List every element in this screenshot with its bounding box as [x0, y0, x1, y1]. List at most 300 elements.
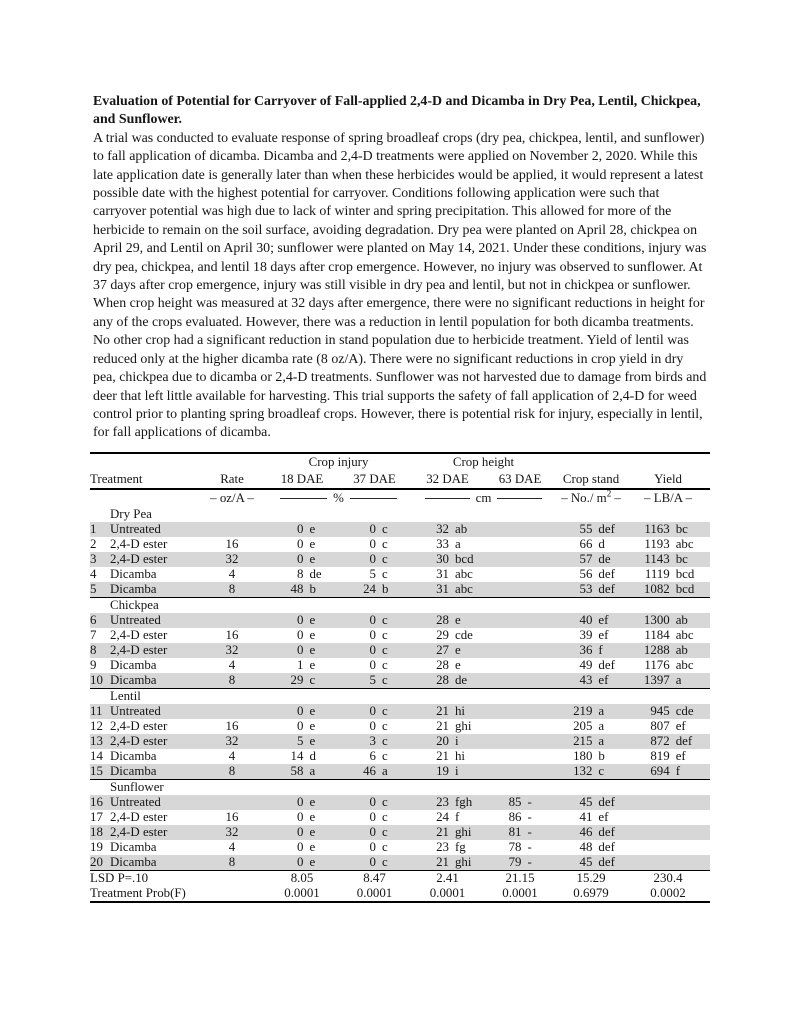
- column-header-injury-37dae: 37 DAE: [338, 471, 411, 489]
- cell-stand: [556, 673, 626, 689]
- value-letters: e: [309, 551, 316, 566]
- cell-value: [266, 552, 338, 567]
- footer-value: 0.0001: [356, 885, 393, 900]
- value-number: 45: [579, 854, 593, 869]
- cell-injury-37: [338, 764, 411, 780]
- unit-dash-line: [425, 498, 470, 499]
- value-number: 85: [508, 794, 522, 809]
- unit-height: [411, 489, 556, 507]
- cell-injury-18: [266, 673, 338, 689]
- cell-value: [556, 643, 626, 658]
- value-letters: ef: [675, 718, 686, 733]
- value-number: 5: [369, 566, 376, 581]
- unit-dash-line: [280, 498, 327, 499]
- value-letters: e: [309, 521, 316, 536]
- cell-row-num: [90, 507, 110, 522]
- cell-value: [626, 719, 710, 734]
- cell-value: [266, 840, 338, 855]
- cell-yield: [626, 855, 710, 871]
- value-letters: def: [598, 854, 615, 869]
- cell-rate: [198, 613, 266, 628]
- section-name: Lentil: [110, 688, 710, 704]
- cell-row-num: 9: [90, 657, 97, 672]
- unit-injury-label: %: [333, 490, 344, 505]
- value-letters: ef: [675, 748, 686, 763]
- cell-value: [626, 567, 710, 582]
- value-number: 56: [579, 566, 593, 581]
- value-number: 43: [579, 672, 593, 687]
- cell-stand: [556, 643, 626, 658]
- value-letters: cde: [454, 627, 473, 642]
- unit-crop-stand: [556, 489, 626, 507]
- value-number: 86: [508, 809, 522, 824]
- cell-yield: [626, 567, 710, 582]
- cell-value: [411, 567, 484, 582]
- cell-injury-18: [266, 764, 338, 780]
- footer-value: 0.0001: [502, 885, 538, 900]
- value-letters: c: [381, 536, 388, 551]
- column-header-height-32dae: 32 DAE: [411, 471, 484, 489]
- unit-yield: – LB/A –: [644, 490, 693, 505]
- cell-rate: 4: [228, 839, 236, 854]
- cell-value: [266, 673, 338, 688]
- value-number: 0: [296, 718, 304, 733]
- cell-value: [338, 855, 411, 870]
- lsd-row: [90, 870, 710, 886]
- value-number: 0: [296, 627, 304, 642]
- value-number: 21: [436, 824, 449, 839]
- value-letters: ab: [675, 612, 688, 627]
- value-number: 1082: [643, 581, 670, 596]
- cell-height-32: [411, 628, 484, 643]
- value-number: 57: [579, 551, 593, 566]
- value-letters: d: [309, 748, 316, 763]
- table-row: [90, 567, 710, 582]
- cell-yield: [626, 825, 710, 840]
- value-letters: abc: [675, 536, 694, 551]
- cell-height-63: [484, 537, 556, 552]
- cell-value: [338, 582, 411, 597]
- value-letters: -: [527, 854, 532, 869]
- cell-stand: [556, 810, 626, 825]
- cell-stand: [556, 825, 626, 840]
- cell-injury-18: [266, 704, 338, 719]
- cell-value: [556, 719, 626, 734]
- cell-height-32: [411, 825, 484, 840]
- cell-row-num: 5: [90, 581, 97, 596]
- cell-value: [411, 764, 484, 779]
- cell-injury-18: [266, 582, 338, 598]
- value-letters: e: [309, 612, 316, 627]
- cell-injury-18: [266, 522, 338, 537]
- value-letters: a: [675, 672, 682, 687]
- cell-value: [266, 613, 338, 628]
- value-number: 39: [579, 627, 593, 642]
- value-letters: i: [454, 763, 459, 778]
- value-letters: c: [598, 763, 605, 778]
- cell-height-32: [411, 582, 484, 598]
- value-number: 0: [369, 521, 376, 536]
- cell-treatment: Dicamba: [110, 657, 157, 672]
- value-letters: a: [598, 718, 605, 733]
- cell-treatment: Untreated: [110, 703, 161, 718]
- cell-value: [338, 643, 411, 658]
- cell-treatment: Dicamba: [110, 581, 157, 596]
- cell-height-32: [411, 810, 484, 825]
- cell-value: [411, 628, 484, 643]
- cell-treatment: Untreated: [110, 521, 161, 536]
- value-letters: bcd: [675, 566, 695, 581]
- table-row: [90, 734, 710, 749]
- cell-value: [338, 537, 411, 552]
- value-number: 1397: [643, 672, 670, 687]
- cell-yield: [626, 840, 710, 855]
- cell-value: [556, 795, 626, 810]
- cell-treatment: Dicamba: [110, 566, 157, 581]
- cell-stand: [556, 582, 626, 598]
- report-title: Evaluation of Potential for Carryover of Fall-applied 2,4-D and Dicamba in Dry Pea, Lentil, Chickpea, and Sunflower.: [93, 94, 701, 128]
- cell-row-num: 2: [90, 536, 97, 551]
- cell-rate: 32: [225, 642, 239, 657]
- cell-injury-37: [338, 643, 411, 658]
- cell-rate: 4: [228, 748, 236, 763]
- value-number: 0: [296, 612, 304, 627]
- cell-yield: [626, 522, 710, 537]
- cell-value: [338, 719, 411, 734]
- cell-stand: [556, 704, 626, 719]
- value-letters: cde: [675, 703, 694, 718]
- footer-value: 15.29: [556, 870, 626, 886]
- value-number: 132: [573, 763, 593, 778]
- value-letters: c: [381, 657, 388, 672]
- value-number: 24: [436, 809, 449, 824]
- value-number: 1288: [643, 642, 670, 657]
- value-letters: def: [675, 733, 693, 748]
- value-number: 79: [508, 854, 522, 869]
- value-number: 1193: [644, 536, 670, 551]
- cell-value: [266, 582, 338, 597]
- cell-row-num: [90, 597, 110, 613]
- cell-value: [556, 855, 626, 870]
- value-letters: f: [675, 763, 680, 778]
- value-number: 21: [436, 854, 449, 869]
- cell-stand: [556, 658, 626, 673]
- cell-height-63: [484, 810, 556, 825]
- cell-yield: [626, 704, 710, 719]
- value-letters: ef: [598, 809, 609, 824]
- unit-injury: [266, 489, 411, 507]
- cell-value: [266, 658, 338, 673]
- cell-value: [266, 749, 338, 764]
- cell-value: [338, 522, 411, 537]
- cell-treatment: Dicamba: [110, 748, 157, 763]
- cell-row-num: 15: [90, 763, 103, 778]
- cell-value: [266, 643, 338, 658]
- cell-stand: [556, 749, 626, 764]
- cell-yield: [626, 628, 710, 643]
- cell-height-63: [484, 764, 556, 780]
- value-letters: e: [309, 657, 316, 672]
- value-letters: c: [381, 703, 388, 718]
- value-number: 1300: [643, 612, 670, 627]
- value-number: 81: [508, 824, 522, 839]
- value-number: 40: [579, 612, 593, 627]
- value-letters: -: [527, 839, 532, 854]
- value-letters: b: [381, 581, 389, 596]
- cell-injury-37: [338, 810, 411, 825]
- value-number: 0: [296, 642, 304, 657]
- value-letters: e: [309, 824, 316, 839]
- cell-stand: [556, 855, 626, 871]
- cell-height-32: [411, 673, 484, 689]
- cell-value: [411, 749, 484, 764]
- table-row: [90, 658, 710, 673]
- cell-value: [266, 825, 338, 840]
- cell-value: [626, 552, 710, 567]
- cell-value: [556, 764, 626, 779]
- value-number: 1119: [644, 566, 670, 581]
- cell-rate: 8: [228, 581, 236, 596]
- cell-value: [556, 840, 626, 855]
- value-letters: b: [598, 748, 605, 763]
- value-letters: def: [598, 521, 615, 536]
- value-number: 27: [436, 642, 449, 657]
- cell-value: [266, 704, 338, 719]
- cell-injury-37: [338, 658, 411, 673]
- cell-height-32: [411, 795, 484, 810]
- value-letters: def: [598, 794, 615, 809]
- value-letters: c: [381, 854, 388, 869]
- cell-value: [338, 764, 411, 779]
- cell-value: [266, 764, 338, 779]
- cell-value: [556, 537, 626, 552]
- value-number: 45: [579, 794, 593, 809]
- cell-yield: [626, 537, 710, 552]
- value-letters: ghi: [454, 718, 472, 733]
- table-row: [90, 628, 710, 643]
- cell-value: [411, 582, 484, 597]
- cell-value: [338, 734, 411, 749]
- value-letters: e: [309, 642, 316, 657]
- cell-injury-37: [338, 840, 411, 855]
- cell-height-63: [484, 749, 556, 764]
- cell-value: [626, 658, 710, 673]
- footer-value: 8.05: [266, 870, 338, 886]
- cell-rate: 16: [225, 809, 239, 824]
- cell-value: [484, 825, 556, 840]
- cell-value: [556, 628, 626, 643]
- value-number: 8: [296, 566, 304, 581]
- cell-row-num: 19: [90, 839, 103, 854]
- value-letters: e: [309, 854, 316, 869]
- value-number: 29: [290, 672, 304, 687]
- value-letters: -: [527, 794, 532, 809]
- table-row: [90, 537, 710, 552]
- cell-stand: [556, 734, 626, 749]
- column-header-injury-18dae: 18 DAE: [266, 471, 338, 489]
- cell-yield: [626, 719, 710, 734]
- value-letters: b: [309, 581, 316, 596]
- cell-stand: [556, 552, 626, 567]
- value-number: 0: [296, 703, 304, 718]
- table-body: [90, 507, 710, 902]
- value-letters: abc: [454, 566, 473, 581]
- cell-value: [411, 673, 484, 688]
- value-letters: c: [381, 521, 388, 536]
- cell-height-63: [484, 613, 556, 628]
- table-row: [90, 749, 710, 764]
- value-letters: a: [598, 703, 605, 718]
- cell-rate: 8: [228, 672, 236, 687]
- cell-rate: 16: [225, 627, 239, 642]
- cell-value: [338, 613, 411, 628]
- value-letters: c: [381, 551, 388, 566]
- cell-treatment: Dicamba: [110, 672, 157, 687]
- table-group-header-row: [90, 453, 710, 471]
- value-number: 0: [369, 612, 376, 627]
- unit-dash-line: [497, 498, 542, 499]
- cell-value: [411, 658, 484, 673]
- units-spacer: [90, 489, 198, 507]
- cell-value: [556, 582, 626, 597]
- cell-value: [556, 749, 626, 764]
- document-content: [90, 93, 710, 903]
- value-number: 807: [650, 718, 670, 733]
- cell-injury-18: [266, 749, 338, 764]
- section-name: Sunflower: [110, 779, 710, 795]
- cell-injury-18: [266, 719, 338, 734]
- cell-value: [411, 734, 484, 749]
- table-row: [90, 673, 710, 689]
- value-number: 23: [436, 839, 449, 854]
- column-header-treatment: Treatment: [90, 471, 198, 489]
- cell-stand: [556, 613, 626, 628]
- cell-value: [626, 582, 710, 597]
- cell-height-63: [484, 552, 556, 567]
- cell-treatment: 2,4-D ester: [110, 824, 168, 839]
- value-letters: abc: [675, 627, 694, 642]
- cell-value: [626, 764, 710, 779]
- group-header-spacer: [626, 453, 710, 471]
- cell-yield: [626, 582, 710, 598]
- cell-value: [626, 704, 710, 719]
- section-header-row: [90, 688, 710, 704]
- value-number: 31: [436, 581, 449, 596]
- cell-rate: 8: [228, 763, 236, 778]
- value-number: 0: [369, 627, 376, 642]
- cell-injury-18: [266, 734, 338, 749]
- value-letters: c: [381, 809, 388, 824]
- cell-rate: 32: [225, 551, 239, 566]
- cell-yield: [626, 673, 710, 689]
- cell-value: [338, 825, 411, 840]
- cell-value: [556, 673, 626, 688]
- value-letters: abc: [675, 657, 694, 672]
- cell-height-32: [411, 643, 484, 658]
- value-number: 36: [579, 642, 593, 657]
- cell-value: [411, 810, 484, 825]
- cell-injury-18: [266, 643, 338, 658]
- section-name: Chickpea: [110, 597, 710, 613]
- table-row: [90, 840, 710, 855]
- cell-row-num: [90, 688, 110, 704]
- value-letters: de: [598, 551, 611, 566]
- section-header-row: [90, 779, 710, 795]
- value-letters: d: [598, 536, 605, 551]
- value-number: 6: [369, 748, 376, 763]
- footer-value: 21.15: [484, 870, 556, 886]
- cell-value: [266, 810, 338, 825]
- table-row: [90, 795, 710, 810]
- cell-value: [484, 855, 556, 870]
- value-letters: e: [309, 733, 316, 748]
- table-row: [90, 582, 710, 598]
- value-number: 20: [436, 733, 449, 748]
- value-letters: e: [309, 536, 316, 551]
- value-number: 19: [436, 763, 449, 778]
- value-number: 0: [369, 809, 376, 824]
- cell-injury-37: [338, 582, 411, 598]
- cell-rate: 4: [228, 566, 236, 581]
- cell-rate: 8: [228, 854, 236, 869]
- value-letters: e: [454, 657, 461, 672]
- cell-value: [411, 537, 484, 552]
- cell-height-32: [411, 537, 484, 552]
- section-header-row: [90, 597, 710, 613]
- cell-height-63: [484, 719, 556, 734]
- cell-treatment: 2,4-D ester: [110, 536, 168, 551]
- cell-value: [411, 840, 484, 855]
- cell-injury-18: [266, 855, 338, 871]
- cell-yield: [626, 810, 710, 825]
- cell-injury-18: [266, 840, 338, 855]
- cell-injury-18: [266, 658, 338, 673]
- cell-injury-18: [266, 795, 338, 810]
- value-letters: c: [381, 824, 388, 839]
- cell-value: [338, 795, 411, 810]
- table-row: [90, 613, 710, 628]
- cell-injury-18: [266, 810, 338, 825]
- cell-treatment: 2,4-D ester: [110, 718, 168, 733]
- results-table: [90, 452, 710, 903]
- value-number: 30: [436, 551, 449, 566]
- cell-rate: [198, 795, 266, 810]
- value-letters: f: [598, 642, 603, 657]
- table-row: [90, 552, 710, 567]
- cell-value: [266, 855, 338, 870]
- cell-yield: [626, 764, 710, 780]
- value-letters: de: [454, 672, 468, 687]
- cell-value: [626, 673, 710, 688]
- value-number: 180: [573, 748, 593, 763]
- cell-value: [411, 825, 484, 840]
- value-number: 0: [369, 536, 376, 551]
- value-number: 49: [579, 657, 593, 672]
- unit-stand-suffix: –: [611, 490, 621, 505]
- cell-value: [556, 658, 626, 673]
- cell-height-32: [411, 658, 484, 673]
- cell-injury-37: [338, 673, 411, 689]
- value-letters: c: [381, 627, 388, 642]
- value-number: 872: [650, 733, 670, 748]
- cell-value: [338, 749, 411, 764]
- cell-rate: 16: [225, 536, 239, 551]
- value-number: 215: [573, 733, 593, 748]
- value-number: 0: [369, 794, 376, 809]
- value-letters: e: [309, 718, 316, 733]
- cell-yield: [626, 749, 710, 764]
- cell-height-63: [484, 825, 556, 840]
